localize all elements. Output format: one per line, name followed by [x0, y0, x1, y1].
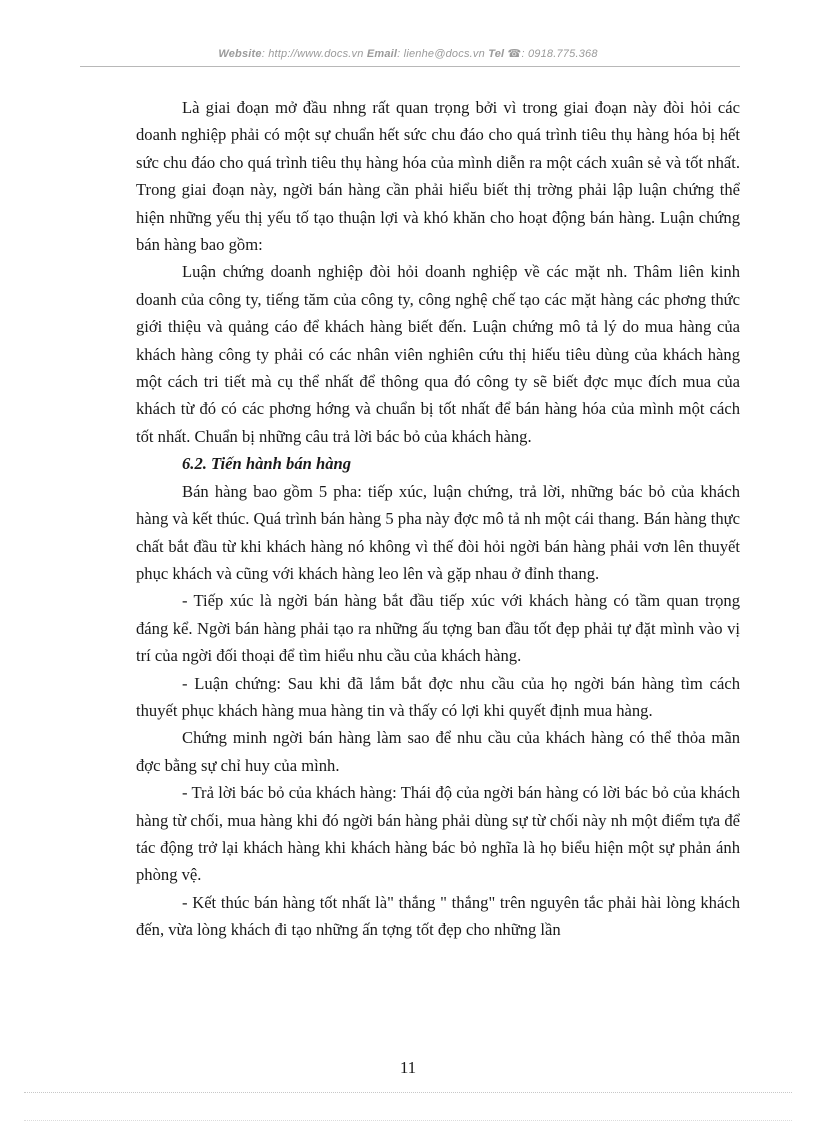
tel-value: : 0918.775.368	[521, 48, 598, 60]
paragraph: - Kết thúc bán hàng tốt nhất là" thắng " thắng" trên nguyên tắc phải hài lòng khách đến, vừa lòng khách đi tạo những ấn tợng tốt đẹp cho những lần	[136, 892, 740, 940]
website-value: : http://www.docs.vn	[261, 48, 364, 60]
paragraph: Luận chứng doanh nghiệp đòi hỏi doanh nghiệp về các mặt nh. Thâm liên kinh doanh của công ty, tiếng tăm của công ty, công nghệ chế tạo các mặt hàng các phơng thức giới thiệu và quảng cáo để khách hàng biết đến. Luận chứng mô tả lý do mua hàng của khách hàng công ty phải có các nhân viên nghiên cứu thị hiếu tiêu dùng của khách hàng một cách tri tiết mà cụ thể nhất để thông qua đó công ty sẽ biết đợc mục đích mua của khách từ đó có các phơng hớng và chuẩn bị tốt nhất để bán hàng hóa của mình một cách tốt nhất. Chuẩn bị những câu trả lời bác bỏ của khách hàng.	[136, 262, 740, 446]
bottom-rule	[24, 1120, 792, 1121]
paragraph: Chứng minh ngời bán hàng làm sao để nhu cầu của khách hàng có thể thỏa mãn đợc bằng sự chỉ huy của mình.	[136, 728, 740, 775]
email-label: Email	[366, 48, 398, 60]
email-value: : lienhe@docs.vn	[397, 48, 485, 60]
footer-rule	[24, 1092, 792, 1093]
header-rule	[80, 66, 740, 67]
page-header	[0, 47, 816, 60]
paragraph: - Trả lời bác bỏ của khách hàng: Thái độ của ngời bán hàng có lời bác bỏ của khách hàng từ chối, mua hàng khi đó ngời bán hàng phải dùng sự từ chối này nh một điểm tựa để tác động trở lại khách hàng khi khách hàng bác bỏ nghĩa là họ biểu hiện một sự phản ánh phòng vệ.	[136, 783, 740, 885]
paragraph: Bán hàng bao gồm 5 pha: tiếp xúc, luận chứng, trả lời, những bác bỏ của khách hàng và kết thúc. Quá trình bán hàng 5 pha này đợc mô tả nh một cái thang. Bán hàng thực chất bắt đầu từ khi khách hàng nó không vì thế đòi hỏi ngời bán hàng phải vơn lên thuyết phục khách và cũng với khách hàng leo lên và gặp nhau ở đỉnh thang.	[136, 481, 740, 583]
paragraph: - Luận chứng: Sau khi đã lắm bắt đợc nhu cầu của họ ngời bán hàng tìm cách thuyết phục khách hàng mua hàng tin và thấy có lợi khi quyết định mua hàng.	[136, 673, 740, 720]
document-body	[136, 94, 740, 944]
paragraph: Là giai đoạn mở đầu nhng rất quan trọng bởi vì trong giai đoạn này đòi hỏi các doanh nghiệp phải có một sự chuẩn hết sức chu đáo cho quá trình tiêu thụ hàng hóa bị hết sức chu đáo cho quá trình tiêu thụ hàng hóa của mình diễn ra một cách xuân sẻ và tốt nhất. Trong giai đoạn này, ngời bán hàng cần phải hiểu biết thị trờng phải lập luận chứng thể hiện những yếu thị yếu tố tạo thuận lợi và khó khăn cho hoạt động bán hàng. Luận chứng bán hàng bao gồm:	[136, 98, 740, 255]
website-label: Website	[218, 48, 262, 60]
section-heading: 6.2. Tiến hành bán hàng	[182, 454, 352, 474]
phone-icon: ☎	[507, 48, 522, 60]
paragraph: - Tiếp xúc là ngời bán hàng bắt đầu tiếp xúc với khách hàng có tầm quan trọng đáng kể. Ngời bán hàng phải tạo ra những ấu tợng ban đầu tốt đẹp phải tự đặt mình vào vị trí của ngời đối thoại để tìm hiểu nhu cầu của khách hàng.	[136, 591, 740, 666]
tel-label: Tel	[488, 48, 505, 60]
page-number: 11	[399, 1058, 417, 1077]
